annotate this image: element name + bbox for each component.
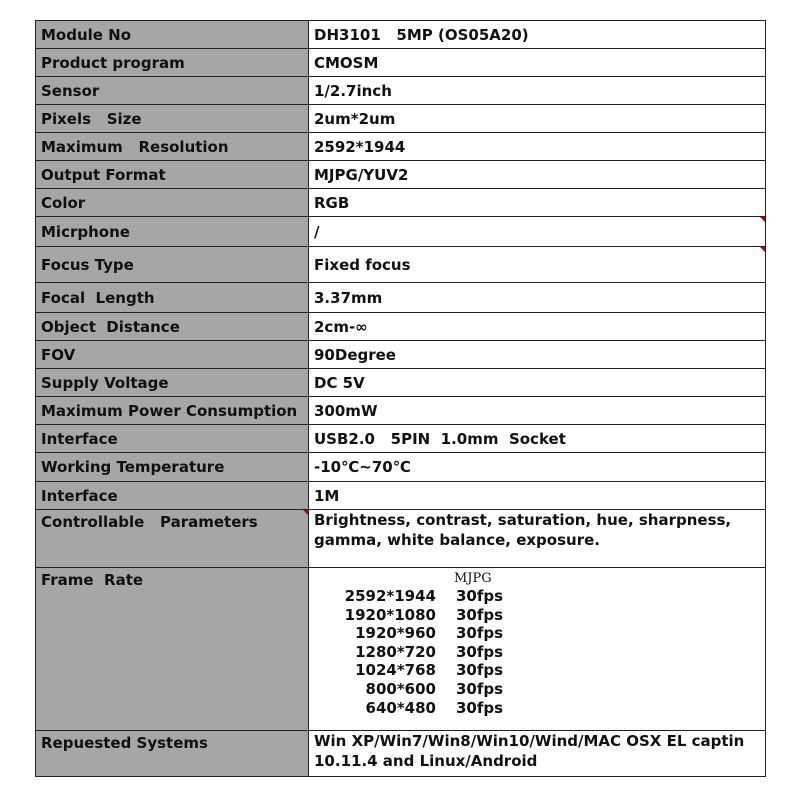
table-row — [36, 568, 766, 731]
value-interface: USB2.0 5PIN 1.0mm Socket — [309, 425, 766, 453]
table-row — [36, 510, 766, 568]
label-color: Color — [36, 189, 309, 217]
frame-rate-resolution: 1280*720 — [355, 642, 436, 661]
value-focus-type: Fixed focus — [309, 247, 766, 283]
frame-rate-list — [314, 587, 760, 717]
value-product-program: CMOSM — [309, 49, 766, 77]
value-pixels-size: 2um*2um — [309, 105, 766, 133]
value-object-distance: 2cm-∞ — [309, 313, 766, 341]
frame-rate-resolution: 1920*1080 — [344, 605, 436, 624]
label-requested-systems: Repuested Systems — [36, 731, 309, 777]
frame-rate-header: MJPG — [454, 571, 492, 586]
value-focal-length: 3.37mm — [309, 283, 766, 313]
table-row — [36, 369, 766, 397]
label-sensor: Sensor — [36, 77, 309, 105]
table-row — [36, 453, 766, 482]
label-fov: FOV — [36, 341, 309, 369]
label-max-resolution: Maximum Resolution — [36, 133, 309, 161]
frame-rate-row — [314, 661, 760, 680]
table-row — [36, 425, 766, 453]
frame-rate-fps: 30fps — [456, 661, 504, 680]
value-interface-2: 1M — [309, 482, 766, 510]
label-output-format: Output Format — [36, 161, 309, 189]
value-fov: 90Degree — [309, 341, 766, 369]
label-interface: Interface — [36, 425, 309, 453]
label-max-power: Maximum Power Consumption — [36, 397, 309, 425]
table-row — [36, 49, 766, 77]
label-working-temperature: Working Temperature — [36, 453, 309, 482]
frame-rate-resolution: 2592*1944 — [344, 587, 436, 605]
table-row — [36, 133, 766, 161]
value-requested-systems: Win XP/Win7/Win8/Win10/Wind/MAC OSX EL captin 10.11.4 and Linux/Android — [309, 731, 766, 777]
label-product-program: Product program — [36, 49, 309, 77]
table-row — [36, 21, 766, 49]
frame-rate-cell — [309, 568, 766, 731]
frame-rate-fps: 30fps — [456, 605, 504, 624]
frame-rate-fps: 30fps — [456, 642, 504, 661]
label-focus-type: Focus Type — [36, 247, 309, 283]
table-row — [36, 482, 766, 510]
frame-rate-resolution: 640*480 — [365, 698, 436, 717]
spec-table — [35, 20, 766, 777]
label-object-distance: Object Distance — [36, 313, 309, 341]
table-row — [36, 77, 766, 105]
frame-rate-row — [314, 587, 760, 606]
table-row — [36, 247, 766, 283]
frame-rate-row — [314, 680, 760, 699]
table-row — [36, 283, 766, 313]
frame-rate-resolution: 1024*768 — [355, 661, 436, 680]
label-interface-2: Interface — [36, 482, 309, 510]
frame-rate-resolution: 800*600 — [365, 679, 436, 698]
table-row — [36, 313, 766, 341]
label-module-no: Module No — [36, 21, 309, 49]
label-supply-voltage: Supply Voltage — [36, 369, 309, 397]
value-supply-voltage: DC 5V — [309, 369, 766, 397]
label-microphone: Micrphone — [36, 217, 309, 247]
value-max-power: 300mW — [309, 397, 766, 425]
table-row — [36, 189, 766, 217]
value-controllable-parameters: Brightness, contrast, saturation, hue, sharpness, gamma, white balance, exposure. — [309, 510, 766, 568]
label-pixels-size: Pixels Size — [36, 105, 309, 133]
frame-rate-fps: 30fps — [456, 698, 504, 717]
label-controllable-parameters: Controllable Parameters — [36, 510, 309, 568]
table-row — [36, 161, 766, 189]
table-row — [36, 341, 766, 369]
frame-rate-row — [314, 643, 760, 662]
frame-rate-resolution: 1920*960 — [355, 624, 436, 643]
table-row — [36, 105, 766, 133]
value-sensor: 1/2.7inch — [309, 77, 766, 105]
frame-rate-row — [314, 606, 760, 625]
frame-rate-fps: 30fps — [456, 624, 504, 643]
frame-rate-row — [314, 624, 760, 643]
value-working-temperature: -10℃~70℃ — [309, 453, 766, 482]
table-row — [36, 397, 766, 425]
frame-rate-fps: 30fps — [456, 587, 504, 605]
value-output-format: MJPG/YUV2 — [309, 161, 766, 189]
value-color: RGB — [309, 189, 766, 217]
table-row — [36, 731, 766, 777]
value-module-no: DH3101 5MP (OS05A20) — [309, 21, 766, 49]
frame-rate-fps: 30fps — [456, 679, 504, 698]
table-row — [36, 217, 766, 247]
frame-rate-row — [314, 699, 760, 718]
label-frame-rate: Frame Rate — [36, 568, 309, 731]
value-microphone: / — [309, 217, 766, 247]
label-focal-length: Focal Length — [36, 283, 309, 313]
value-max-resolution: 2592*1944 — [309, 133, 766, 161]
